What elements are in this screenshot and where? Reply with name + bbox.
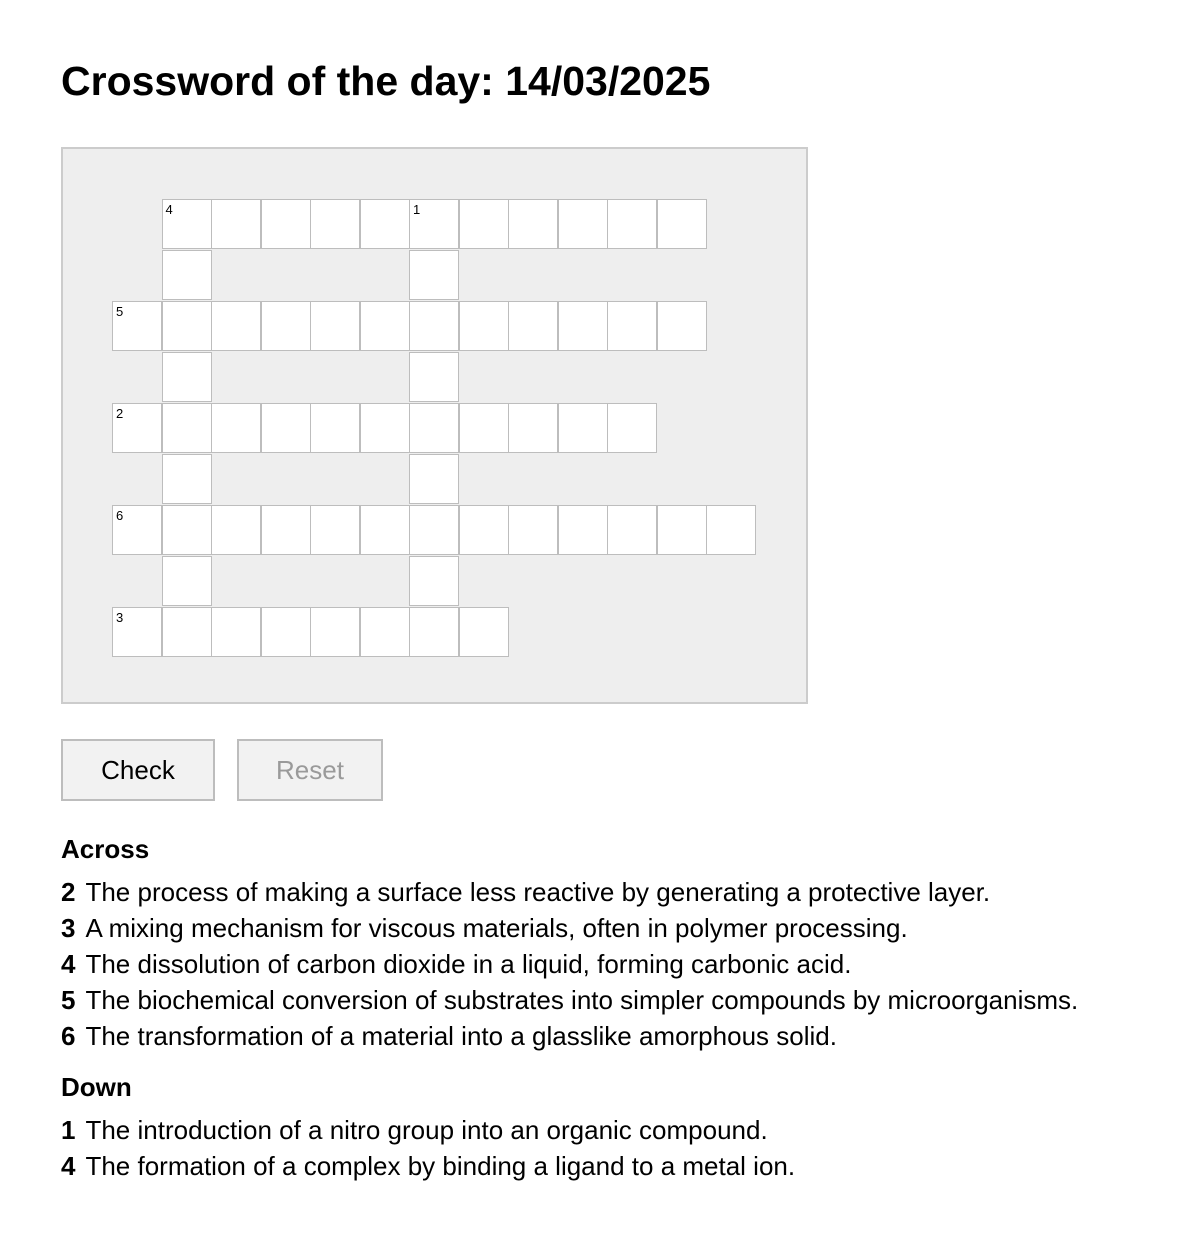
clue-text: The biochemical conversion of substrates into simpler compounds by microorganisms. <box>85 985 1079 1015</box>
grid-cell[interactable] <box>162 607 212 657</box>
clue-number: 3 <box>116 610 124 625</box>
grid-cell[interactable] <box>607 403 657 453</box>
clue-number: 1 <box>413 202 421 217</box>
across-heading: Across <box>61 834 150 864</box>
clue-text: The formation of a complex by binding a ligand to a metal ion. <box>85 1151 796 1181</box>
grid-cell[interactable] <box>211 301 261 351</box>
grid-cell[interactable] <box>409 505 459 555</box>
reset-button[interactable]: Reset <box>237 739 383 801</box>
grid-cell[interactable] <box>409 607 459 657</box>
clue-num: 6 <box>61 1021 76 1051</box>
clue-num: 4 <box>61 1151 76 1181</box>
clue-number: 5 <box>116 304 124 319</box>
grid-cell[interactable] <box>211 403 261 453</box>
grid-cell[interactable] <box>459 199 509 249</box>
grid-cell[interactable] <box>310 607 360 657</box>
grid-cell[interactable] <box>409 556 459 606</box>
check-button[interactable]: Check <box>61 739 215 801</box>
clues-panel <box>61 832 1161 1184</box>
grid-cell[interactable] <box>261 199 311 249</box>
clue-num: 1 <box>61 1115 76 1145</box>
grid-cell[interactable] <box>558 403 608 453</box>
across-clue-list <box>61 874 1161 1054</box>
clue-num: 2 <box>61 877 76 907</box>
across-clue <box>61 1018 1161 1054</box>
grid-cell[interactable] <box>360 505 410 555</box>
across-clue <box>61 946 1161 982</box>
grid-cell[interactable] <box>706 505 756 555</box>
grid-cell[interactable] <box>409 250 459 300</box>
across-clue <box>61 982 1161 1018</box>
grid-cell[interactable] <box>162 403 212 453</box>
grid-cell[interactable] <box>508 403 558 453</box>
grid-cell[interactable] <box>657 505 707 555</box>
grid-cell[interactable] <box>409 454 459 504</box>
grid-cell[interactable] <box>211 607 261 657</box>
down-heading: Down <box>61 1072 132 1102</box>
grid-cell[interactable] <box>558 199 608 249</box>
grid-cell[interactable] <box>162 505 212 555</box>
grid-cell[interactable] <box>459 301 509 351</box>
clue-text: The transformation of a material into a glasslike amorphous solid. <box>85 1021 837 1051</box>
grid-cell[interactable] <box>558 301 608 351</box>
grid-cell[interactable] <box>459 403 509 453</box>
grid-cell[interactable] <box>409 403 459 453</box>
down-clue-list <box>61 1112 1161 1184</box>
clue-num: 5 <box>61 985 76 1015</box>
clue-text: A mixing mechanism for viscous materials, often in polymer processing. <box>85 913 908 943</box>
grid-cell[interactable] <box>211 505 261 555</box>
down-clue <box>61 1148 1161 1184</box>
grid-cell[interactable] <box>409 352 459 402</box>
crossword-grid <box>61 147 808 704</box>
down-clue <box>61 1112 1161 1148</box>
grid-cell[interactable] <box>261 607 311 657</box>
grid-cell[interactable] <box>162 454 212 504</box>
grid-cell[interactable] <box>360 607 410 657</box>
clue-num: 4 <box>61 949 76 979</box>
page-title: Crossword of the day: 14/03/2025 <box>61 58 711 104</box>
grid-cell[interactable] <box>310 301 360 351</box>
clue-num: 3 <box>61 913 76 943</box>
grid-cell[interactable] <box>607 199 657 249</box>
grid-cell[interactable] <box>310 199 360 249</box>
clue-text: The process of making a surface less reactive by generating a protective layer. <box>85 877 991 907</box>
clue-number: 6 <box>116 508 124 523</box>
grid-cell[interactable] <box>607 505 657 555</box>
grid-cell[interactable] <box>162 352 212 402</box>
clue-text: The introduction of a nitro group into an organic compound. <box>85 1115 768 1145</box>
grid-cell[interactable] <box>409 199 459 249</box>
clue-number: 2 <box>116 406 124 421</box>
grid-cell[interactable] <box>162 301 212 351</box>
grid-cell[interactable] <box>162 199 212 249</box>
grid-cell[interactable] <box>459 607 509 657</box>
grid-cell[interactable] <box>607 301 657 351</box>
grid-cell[interactable] <box>112 607 162 657</box>
grid-cell[interactable] <box>162 556 212 606</box>
clue-number: 4 <box>165 202 173 217</box>
grid-cell[interactable] <box>409 301 459 351</box>
grid-cell[interactable] <box>310 505 360 555</box>
grid-cell[interactable] <box>508 199 558 249</box>
grid-cell[interactable] <box>360 403 410 453</box>
across-clue <box>61 910 1161 946</box>
grid-cell[interactable] <box>211 199 261 249</box>
grid-cell[interactable] <box>508 301 558 351</box>
grid-cell[interactable] <box>310 403 360 453</box>
grid-cell[interactable] <box>558 505 608 555</box>
grid-cell[interactable] <box>360 199 410 249</box>
grid-cell[interactable] <box>261 301 311 351</box>
grid-cell[interactable] <box>657 301 707 351</box>
grid-cell[interactable] <box>360 301 410 351</box>
grid-cell[interactable] <box>459 505 509 555</box>
grid-cell[interactable] <box>162 250 212 300</box>
grid-cell[interactable] <box>657 199 707 249</box>
grid-cell[interactable] <box>112 403 162 453</box>
grid-cell[interactable] <box>261 505 311 555</box>
across-clue <box>61 874 1161 910</box>
grid-cell[interactable] <box>112 505 162 555</box>
grid-cell[interactable] <box>112 301 162 351</box>
grid-cell[interactable] <box>508 505 558 555</box>
clue-text: The dissolution of carbon dioxide in a liquid, forming carbonic acid. <box>85 949 852 979</box>
grid-cell[interactable] <box>261 403 311 453</box>
